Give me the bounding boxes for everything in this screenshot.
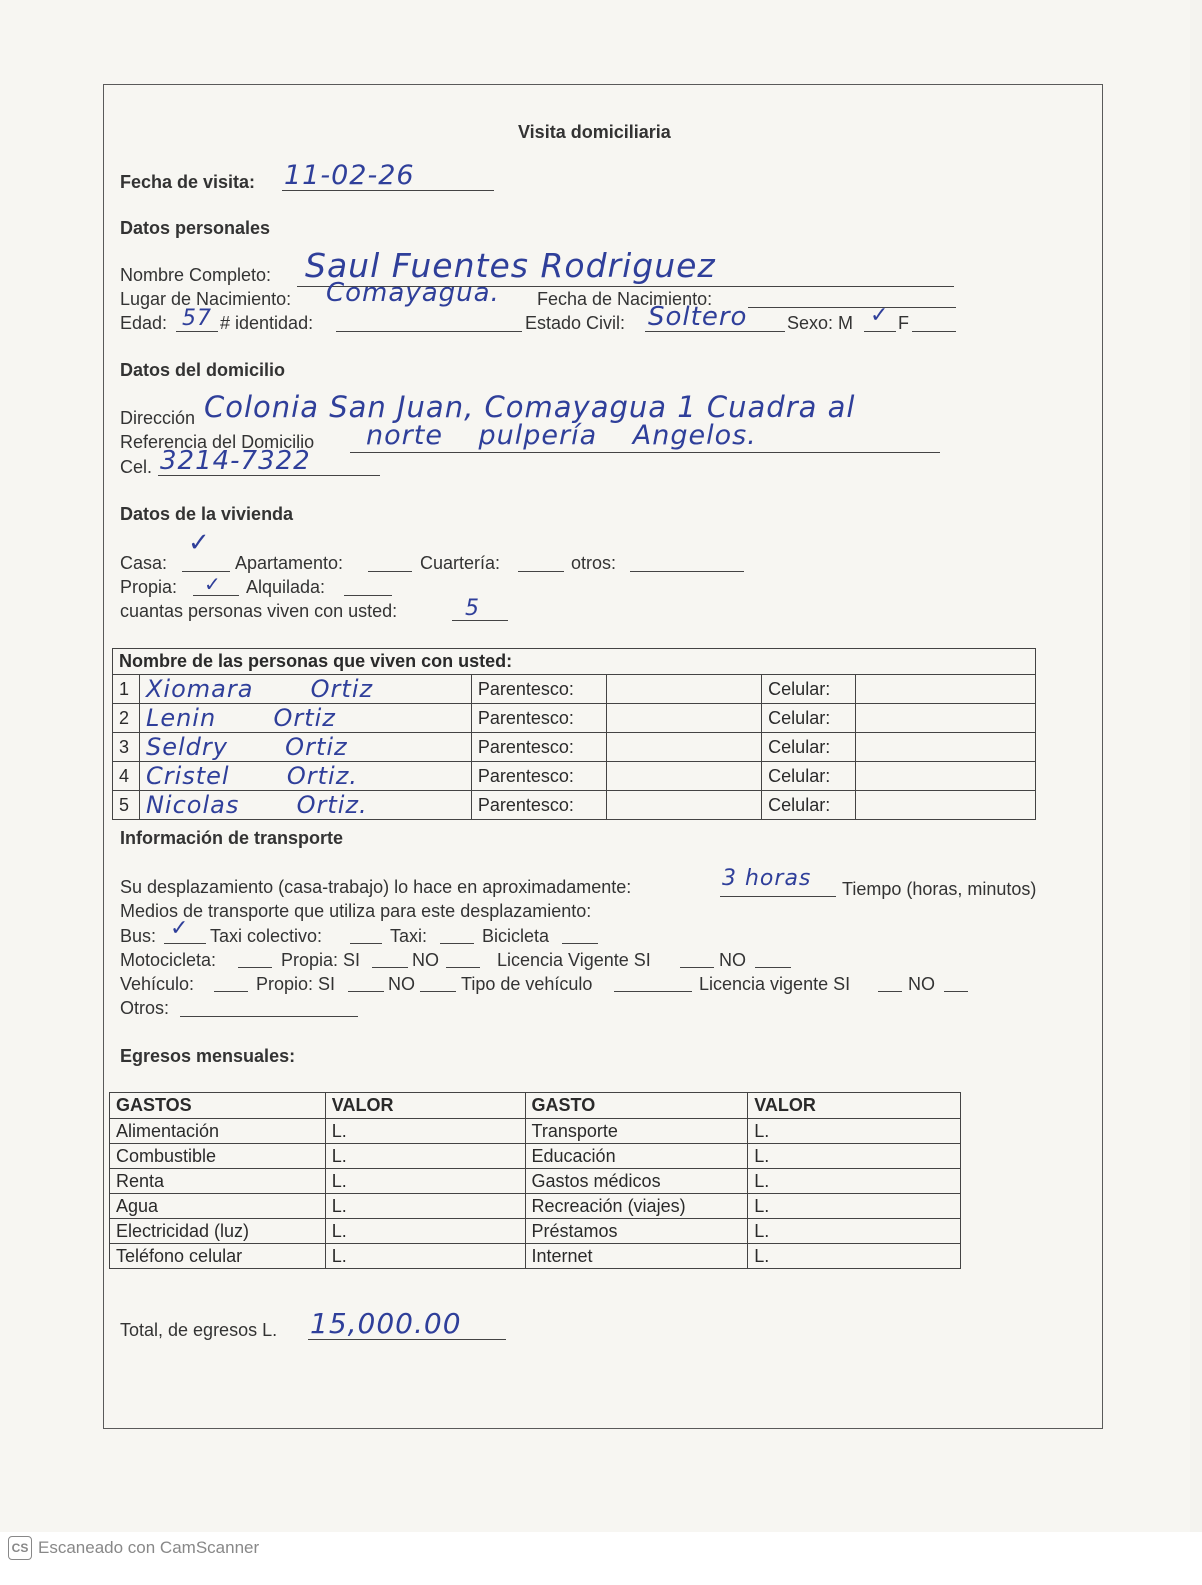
- expenses-table: [109, 1092, 961, 1269]
- trip-label: Su desplazamiento (casa-trabajo) lo hace en aproximadamente:: [120, 877, 632, 897]
- expenses-row: [110, 1144, 961, 1169]
- expense-item: Préstamos: [525, 1219, 748, 1244]
- means-label: Medios de transporte que utiliza para este desplazamiento:: [120, 901, 592, 921]
- phone-value: 3214-7322: [160, 446, 311, 476]
- id-label: # identidad:: [220, 313, 314, 333]
- parentesco-label: Parentesco:: [471, 675, 606, 704]
- parentesco-value: [606, 704, 762, 733]
- celular-label: Celular:: [762, 704, 855, 733]
- expenses-row: [110, 1219, 961, 1244]
- expense-value: L.: [748, 1219, 961, 1244]
- expense-value: L.: [325, 1144, 525, 1169]
- alquilada-label: Alquilada:: [246, 577, 326, 597]
- personal-heading: Datos personales: [120, 218, 271, 238]
- cuarteria-label: Cuartería:: [420, 553, 501, 573]
- bus-label: Bus:: [120, 926, 157, 946]
- name-value: Saul Fuentes Rodriguez: [305, 246, 716, 285]
- expense-value: L.: [325, 1119, 525, 1144]
- sex-label-f: F: [898, 313, 909, 333]
- household-row: [113, 791, 1036, 820]
- expense-value: L.: [748, 1244, 961, 1269]
- total-label: Total, de egresos L.: [120, 1320, 278, 1340]
- household-row-number: 3: [113, 733, 140, 762]
- household-row-number: 4: [113, 762, 140, 791]
- household-row: [113, 704, 1036, 733]
- parentesco-value: [606, 675, 762, 704]
- propia-check-icon: ✓: [204, 572, 222, 596]
- household-member-name: Cristel Ortiz.: [139, 762, 471, 791]
- celular-value: [855, 733, 1036, 762]
- expense-value: L.: [325, 1244, 525, 1269]
- household-member-name: Seldry Ortiz: [139, 733, 471, 762]
- casa-label: Casa:: [120, 553, 168, 573]
- celular-value: [855, 704, 1036, 733]
- vehicle-license-no-label: NO: [908, 974, 935, 994]
- taxi-label: Taxi:: [390, 926, 428, 946]
- expense-item: Teléfono celular: [110, 1244, 326, 1269]
- otros-label: otros:: [571, 553, 617, 573]
- expense-item: Electricidad (luz): [110, 1219, 326, 1244]
- household-row-number: 1: [113, 675, 140, 704]
- birthplace-label: Lugar de Nacimiento:: [120, 289, 292, 309]
- parentesco-label: Parentesco:: [471, 791, 606, 820]
- expense-item: Renta: [110, 1169, 326, 1194]
- people-count-value: 5: [465, 596, 480, 621]
- transport-heading: Información de transporte: [120, 828, 344, 848]
- civil-label: Estado Civil:: [525, 313, 626, 333]
- expense-value: L.: [748, 1119, 961, 1144]
- expense-item: Recreación (viajes): [525, 1194, 748, 1219]
- expense-value: L.: [748, 1194, 961, 1219]
- celular-value: [855, 675, 1036, 704]
- household-table: [112, 648, 1036, 820]
- moto-propia-label: Propia: SI: [281, 950, 361, 970]
- expenses-header-cell: GASTO: [525, 1093, 748, 1119]
- celular-label: Celular:: [762, 762, 855, 791]
- phone-label: Cel.: [120, 457, 153, 477]
- celular-value: [855, 762, 1036, 791]
- civil-value: Soltero: [648, 302, 748, 332]
- vehicle-type-label: Tipo de vehículo: [461, 974, 593, 994]
- address-label: Dirección: [120, 408, 196, 428]
- expense-value: L.: [748, 1144, 961, 1169]
- housing-heading: Datos de la vivienda: [120, 504, 294, 524]
- celular-label: Celular:: [762, 675, 855, 704]
- expense-value: L.: [748, 1169, 961, 1194]
- expenses-row: [110, 1169, 961, 1194]
- propia-label: Propia:: [120, 577, 178, 597]
- taxi-colectivo-label: Taxi colectivo:: [210, 926, 323, 946]
- visit-date-label: Fecha de visita:: [120, 172, 256, 192]
- vehicle-license-label: Licencia vigente SI: [699, 974, 851, 994]
- sex-label-m: Sexo: M: [787, 313, 854, 333]
- visit-date-value: 11-02-26: [284, 160, 415, 191]
- name-label: Nombre Completo:: [120, 265, 272, 285]
- expense-item: Gastos médicos: [525, 1169, 748, 1194]
- domicile-heading: Datos del domicilio: [120, 360, 286, 380]
- camscanner-logo-icon: CS: [8, 1536, 32, 1560]
- address-value: Colonia San Juan, Comayagua 1 Cuadra al: [204, 390, 856, 424]
- expenses-header-cell: GASTOS: [110, 1093, 326, 1119]
- expense-item: Agua: [110, 1194, 326, 1219]
- expenses-heading: Egresos mensuales:: [120, 1046, 296, 1066]
- household-row: [113, 762, 1036, 791]
- bus-check-icon: ✓: [170, 916, 190, 941]
- expense-item: Transporte: [525, 1119, 748, 1144]
- household-header: Nombre de las personas que viven con usted:: [113, 649, 1036, 675]
- celular-value: [855, 791, 1036, 820]
- expense-item: Internet: [525, 1244, 748, 1269]
- household-row-number: 2: [113, 704, 140, 733]
- expenses-header-row: [110, 1093, 961, 1119]
- household-row: [113, 675, 1036, 704]
- expense-value: L.: [325, 1219, 525, 1244]
- expense-item: Educación: [525, 1144, 748, 1169]
- celular-label: Celular:: [762, 733, 855, 762]
- casa-check-icon: ✓: [188, 528, 211, 558]
- expenses-header-cell: VALOR: [748, 1093, 961, 1119]
- expense-value: L.: [325, 1169, 525, 1194]
- expenses-row: [110, 1119, 961, 1144]
- moto-label: Motocicleta:: [120, 950, 217, 970]
- reference-value: norte pulpería Angelos.: [366, 420, 757, 451]
- parentesco-value: [606, 762, 762, 791]
- transport-otros-label: Otros:: [120, 998, 170, 1018]
- celular-label: Celular:: [762, 791, 855, 820]
- birthplace-value: Comayagua.: [326, 278, 500, 308]
- expenses-header-cell: VALOR: [325, 1093, 525, 1119]
- vehicle-no-label: NO: [388, 974, 415, 994]
- moto-license-label: Licencia Vigente SI: [497, 950, 651, 970]
- household-row-number: 5: [113, 791, 140, 820]
- apartment-label: Apartamento:: [235, 553, 344, 573]
- parentesco-label: Parentesco:: [471, 704, 606, 733]
- sex-check-icon: ✓: [870, 303, 890, 328]
- people-count-label: cuantas personas viven con usted:: [120, 601, 398, 621]
- household-member-name: Nicolas Ortiz.: [139, 791, 471, 820]
- expense-item: Alimentación: [110, 1119, 326, 1144]
- moto-license-no-label: NO: [719, 950, 746, 970]
- expenses-row: [110, 1244, 961, 1269]
- household-row: [113, 733, 1036, 762]
- expenses-row: [110, 1194, 961, 1219]
- parentesco-label: Parentesco:: [471, 762, 606, 791]
- parentesco-value: [606, 791, 762, 820]
- birthdate-label: Fecha de Nacimiento:: [537, 289, 713, 309]
- vehicle-label: Vehículo:: [120, 974, 195, 994]
- trip-unit: Tiempo (horas, minutos): [842, 879, 1037, 899]
- total-value: 15,000.00: [310, 1307, 462, 1340]
- age-value: 57: [182, 306, 212, 331]
- form-title: Visita domiciliaria: [518, 122, 671, 142]
- footer-text: Escaneado con CamScanner: [38, 1538, 260, 1557]
- bicicleta-label: Bicicleta: [482, 926, 550, 946]
- household-member-name: Xiomara Ortiz: [139, 675, 471, 704]
- expense-item: Combustible: [110, 1144, 326, 1169]
- reference-label: Referencia del Domicilio: [120, 432, 315, 452]
- expense-value: L.: [325, 1194, 525, 1219]
- parentesco-label: Parentesco:: [471, 733, 606, 762]
- vehicle-propio-label: Propio: SI: [256, 974, 336, 994]
- parentesco-value: [606, 733, 762, 762]
- age-label: Edad:: [120, 313, 168, 333]
- trip-value: 3 horas: [722, 866, 812, 891]
- household-member-name: Lenin Ortiz: [139, 704, 471, 733]
- moto-no-label: NO: [412, 950, 439, 970]
